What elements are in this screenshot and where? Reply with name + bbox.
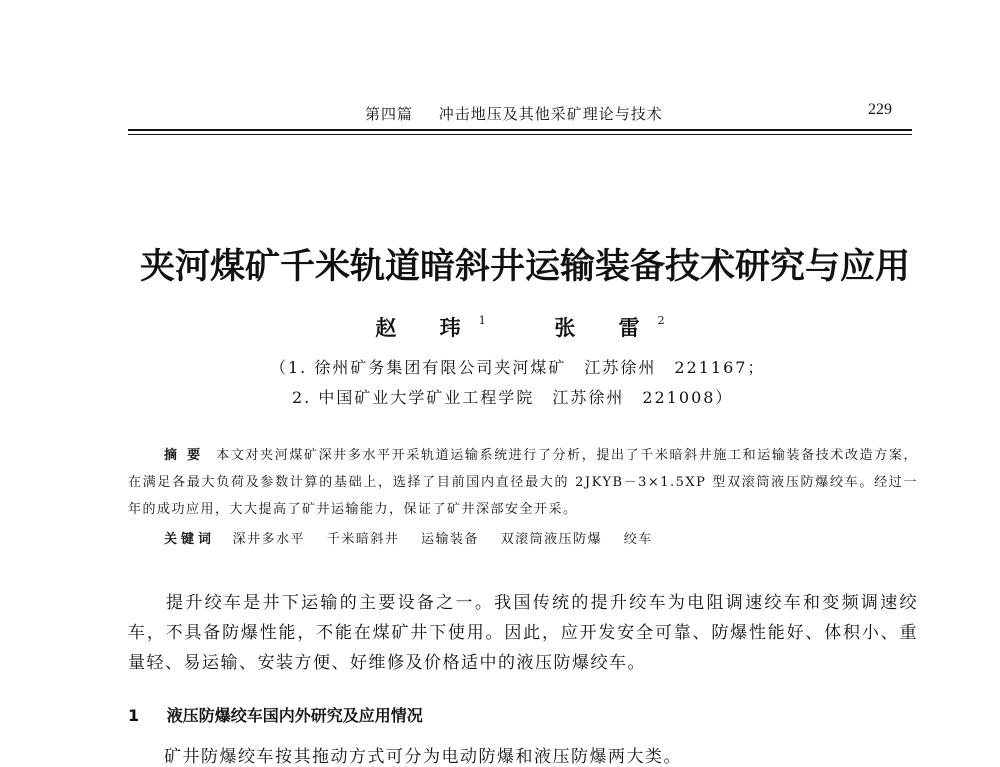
keywords-label: 关键词 [164,532,216,547]
abstract-label: 摘要 [164,448,211,463]
abstract [128,442,918,523]
body-paragraph: 提升绞车是井下运输的主要设备之一。我国传统的提升绞车为电阻调速绞车和变频调速绞车，不具备防爆性能，不能在煤矿井下使用。因此，应开发安全可靠、防爆性能好、体积小、重量轻、易运输、安装方便、好维修及价格适中的液压防爆绞车。 [128,593,918,673]
section-heading [128,703,423,726]
affiliation-line: （1. 徐州矿务集团有限公司夹河煤矿 江苏徐州 221167； [270,358,766,377]
author-name: 张 雷 [554,315,658,340]
chapter-label: 第四篇 [365,105,414,123]
running-head [365,103,845,124]
body-text [128,588,918,678]
author-name: 赵 玮 [375,315,479,340]
keyword: 双滚筒液压防爆 [500,532,603,547]
page-number: 229 [868,101,892,118]
affiliation-line: 2. 中国矿业大学矿业工程学院 江苏徐州 221008） [292,388,734,407]
keyword: 运输装备 [420,532,479,547]
section-title-text: 液压防爆绞车国内外研究及应用情况 [166,706,423,725]
paper-title: 夹河煤矿千米轨道暗斜井运输装备技术研究与应用 [139,247,910,287]
section-number: 1 [128,706,140,725]
header-rule-thin [128,134,912,135]
abstract-text: 本文对夹河煤矿深井多水平开采轨道运输系统进行了分析，提出了千米暗斜井施工和运输装备技术改造方案，在满足各最大负荷及参数计算的基础上，选择了目前国内直径最大的 2JKYB－3×1.5XP 型双滚筒液压防爆绞车。经过一年的成功应用，大大提高了矿井运输能力，保证了矿井深部安全开采。 [128,448,918,517]
keyword: 绞车 [623,532,653,547]
author-list [0,312,1000,342]
author-affiliation-mark: 2 [657,314,665,327]
keyword: 千米暗斜井 [326,532,400,547]
header-rule-thick [128,129,912,131]
author-affiliation-mark: 1 [478,314,486,327]
cut-off-text-line: 矿井防爆绞车按其拖动方式可分为电动防爆和液压防爆两大类。 [164,747,682,767]
keyword: 深井多水平 [232,532,306,547]
keywords [164,528,924,547]
section-title: 冲击地压及其他采矿理论与技术 [438,105,663,123]
